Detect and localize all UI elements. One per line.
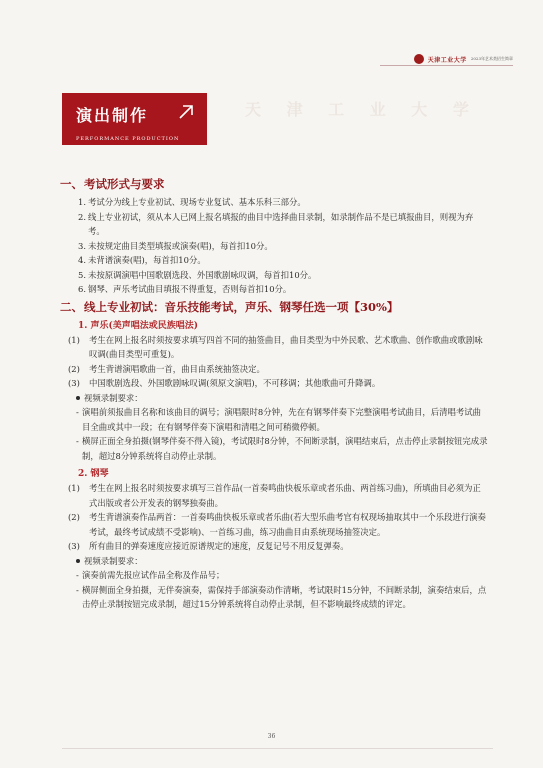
section-number: 一、 [60,177,83,191]
list-item: 6. 钢琴、声乐考试曲目填报不得重复，否则每首扣10分。 [78,284,292,294]
list-item: (3) 中国歌剧选段、外国歌剧咏叹调(须原文演唱)，不可移调；其他歌曲可升降调。 [68,378,381,388]
section-title: 线上专业初试：音乐技能考试，声乐、钢琴任选一项【30%】 [84,299,399,314]
section-heading [60,176,488,192]
list-item: 5. 未按原调演唱中国歌剧选段、外国歌剧咏叹调，每首扣10分。 [78,269,317,280]
bullet-item: 视频录制要求： [60,391,488,406]
section-number: 二、 [60,299,83,314]
dash-item: - 横屏侧面全身拍摄，无伴奏演奏，需保持手部演奏动作清晰，考试限时15分钟，不间断录制，演奏结束后，点击停止录制按钮完成录制，超过15分钟系统将自动停止录制，但不影响最终成绩的评定。 [76,584,487,609]
watermark: 天 津 工 业 大 学 [245,100,479,119]
university-brand: 天津工业大学 [427,56,467,64]
header-subtitle: 2023年艺术类招生简章 [470,56,513,61]
subsection-title-piano: 2. 钢琴 [78,469,109,479]
arrow-up-right-icon [177,103,195,121]
bullet-icon [76,396,80,400]
banner-title: 演出制作 [76,106,149,125]
bullet-icon [76,559,80,563]
requirements-list [60,195,488,297]
section-banner [62,93,207,145]
banner-subtitle: PERFORMANCE PRODUCTION [76,136,180,142]
list-item: (1) 考生在网上报名时须按要求填写三首作品(一首奏鸣曲快板乐章或者乐曲、两首练习曲)，所填曲目必须为正式出版或者公开发表的钢琴独奏曲。 [68,483,481,508]
section-title: 考试形式与要求 [84,177,165,191]
document-content [60,176,488,612]
list-item: (1) 考生在网上报名时须按要求填写四首不同的抽签曲目，曲目类型为中外民歌、艺术歌曲、创作歌曲或歌剧咏叹调(曲目类型可重复)。 [68,334,483,359]
bullet-item: 视频录制要求： [60,554,488,569]
page-number: 36 [267,733,276,740]
list-item: 4. 未背谱演奏(唱)，每首扣10分。 [78,255,206,265]
list-item: (2) 考生背谱演奏作品两首：一首奏鸣曲快板乐章或者乐曲(若大型乐曲考官有权现场抽取其中一个乐段进行演奏考试，最终考试成绩不受影响)、一首练习曲，练习曲曲目由系统现场抽签决定。 [68,512,486,537]
section-heading [60,299,488,315]
list-item: 2. 线上专业初试，须从本人已网上报名填报的曲目中选择曲目录制，如录制作品不是已填报曲目，则视为弃考。 [78,211,474,236]
subsection-title-vocal: 1. 声乐(美声唱法或民族唱法) [78,320,199,331]
dash-item: - 横屏正面全身拍摄(钢琴伴奏不得入镜)，考试限时8分钟，不间断录制，演唱结束后，点击停止录制按钮完成录制，超过8分钟系统将自动停止录制。 [76,436,488,461]
university-seal-icon [414,54,424,64]
list-item: 3. 未按规定曲目类型填报或演奏(唱)，每首扣10分。 [78,240,273,251]
header-divider [380,65,513,66]
footer-divider [62,748,493,749]
dash-item: - 演奏前需先报应试作品全称及作品号； [76,570,225,580]
list-item: (3) 所有曲目的弹奏速度应接近原谱规定的速度，反复记号不用反复弹奏。 [68,541,349,551]
dash-item: - 演唱前须报曲目名称和该曲目的调号；演唱限时8分钟，先在有钢琴伴奏下完整演唱考试曲目，后清唱考试曲目全曲或其中一段；在有钢琴伴奏下演唱和清唱之间可稍微停顿。 [76,407,481,432]
list-item: 1. 考试分为线上专业初试、现场专业复试、基本乐科三部分。 [78,197,306,207]
list-item: (2) 考生背谱演唱歌曲一首，曲目由系统抽签决定。 [68,363,265,374]
page-header [414,54,513,64]
